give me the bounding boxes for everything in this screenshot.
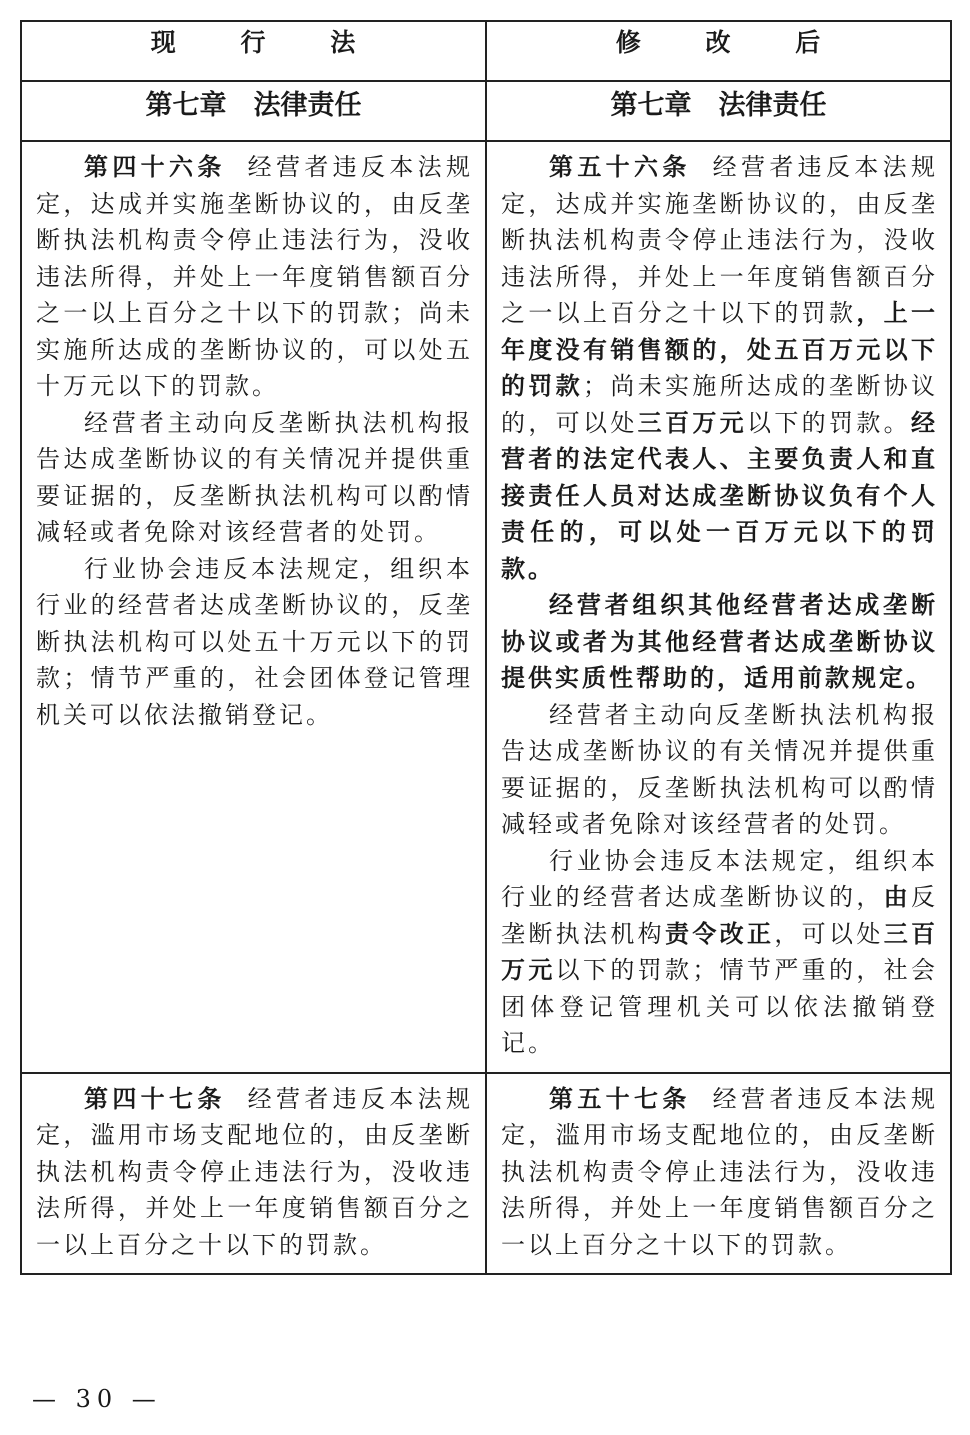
paragraph-text: 以下的罚款。 <box>747 408 912 437</box>
current-law-header: 现 行 法 <box>21 21 486 81</box>
article-cell-amended <box>486 141 951 1073</box>
paragraph-text: 行业协会违反本法规定，组织本行业的经营者达成垄断协议的，反垄断执法机构可以处五十万元以下的罚款；情节严重的，社会团体登记管理机关可以依法撤销登记。 <box>36 554 473 729</box>
amended-text-bold: 经营者的法定代表人、主要负责人和直接责任人员对达成垄断协议负有个人责任的，可以处一百万元以下的罚款。 <box>501 408 939 583</box>
article-paragraph <box>501 149 938 587</box>
article-paragraph <box>36 405 473 551</box>
article-cell-current <box>21 1073 486 1275</box>
amended-text-bold: 三百万元 <box>637 408 748 437</box>
amended-text-bold: 三百万元 <box>501 919 939 984</box>
article-cell-current <box>21 141 486 1073</box>
amended-text-bold: 经营者组织其他经营者达成垄断协议或者为其他经营者达成垄断协议提供实质性帮助的，适用前款规定。 <box>501 591 938 692</box>
article-number: 第四十六条 <box>84 153 226 181</box>
article-cell-amended <box>486 1073 951 1275</box>
paragraph-text: 经营者主动向反垄断执法机构报告达成垄断协议的有关情况并提供重要证据的，反垄断执法机构可以酌情减轻或者免除对该经营者的处罚。 <box>501 700 938 838</box>
article-paragraph <box>501 587 938 697</box>
amended-law-header: 修 改 后 <box>486 21 951 81</box>
chapter-title-amended: 第七章 法律责任 <box>486 81 951 141</box>
article-number: 第五十七条 <box>549 1084 691 1113</box>
article-number: 第五十六条 <box>549 153 691 181</box>
paragraph-text: ；尚未实施所达成的垄断协议的，可以处 <box>501 372 938 437</box>
article-paragraph <box>36 1081 473 1264</box>
paragraph-text: 反垄断执法机构 <box>501 883 939 948</box>
amended-text-bold: ，上一年度没有销售额的，处五百万元以下的罚款 <box>501 299 939 400</box>
chapter-title-current: 第七章 法律责任 <box>21 81 486 141</box>
comparison-table <box>20 20 952 1275</box>
paragraph-text: 经营者违反本法规定，滥用市场支配地位的，由反垄断执法机构责令停止违法行为，没收违法所得，并处上一年度销售额百分之一以上百分之十以下的罚款。 <box>501 1084 939 1259</box>
amended-text-bold: 责令改正 <box>665 919 775 948</box>
paragraph-text: 以下的罚款；情节严重的，社会团体登记管理机关可以依法撤销登记。 <box>501 956 939 1057</box>
paragraph-text: 行业协会违反本法规定，组织本行业的经营者达成垄断协议的， <box>501 846 938 911</box>
article-paragraph <box>36 551 473 734</box>
article-paragraph <box>501 1081 938 1264</box>
article-paragraph <box>501 843 938 1062</box>
paragraph-text: 经营者违反本法规定，达成并实施垄断协议的，由反垄断执法机构责令停止违法行为，没收违法所得，并处上一年度销售额百分之一以上百分之十以下的罚款；尚未实施所达成的垄断协议的，可以处五十万元以下的罚款。 <box>36 153 474 400</box>
paragraph-text: 经营者违反本法规定，达成并实施垄断协议的，由反垄断执法机构责令停止违法行为，没收违法所得，并处上一年度销售额百分之一以上百分之十以下的罚款 <box>501 153 939 327</box>
article-number: 第四十七条 <box>84 1084 226 1113</box>
paragraph-text: ，可以处 <box>774 919 884 948</box>
article-paragraph <box>501 697 938 843</box>
paragraph-text: 经营者主动向反垄断执法机构报告达成垄断协议的有关情况并提供重要证据的，反垄断执法机构可以酌情减轻或者免除对该经营者的处罚。 <box>36 408 473 546</box>
page-number: — 30 — <box>32 1385 162 1413</box>
paragraph-text: 经营者违反本法规定，滥用市场支配地位的，由反垄断执法机构责令停止违法行为，没收违法所得，并处上一年度销售额百分之一以上百分之十以下的罚款。 <box>36 1084 474 1259</box>
amended-text-bold: 由 <box>883 883 912 911</box>
article-paragraph <box>36 149 473 405</box>
